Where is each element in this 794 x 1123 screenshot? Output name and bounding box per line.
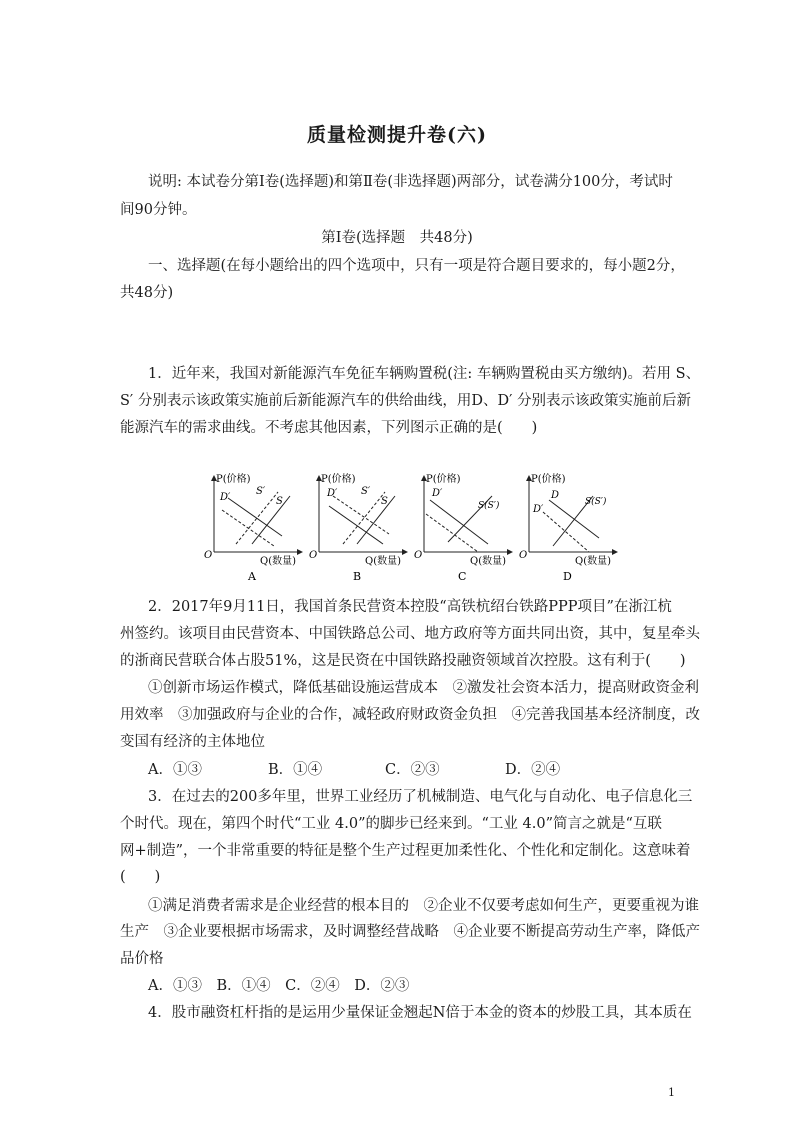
graph-a-p-axis: P(价格) [216, 474, 251, 485]
q3-line-1: 3．在过去的200多年里，世界工业经历了机械制造、电气化与自动化、电子信息化三 [148, 789, 693, 805]
graph-b-origin: O [309, 550, 318, 561]
q2-option-a: A．①③ [148, 762, 202, 778]
graph-c-q-axis: Q(数量) [470, 556, 507, 567]
q2-option-b: B．①④ [268, 762, 323, 778]
graph-b [309, 472, 405, 583]
graph-b-curve-s-prime: S′ [361, 486, 371, 497]
part-one-line-2: 共48分) [120, 285, 174, 301]
q1-line-3: 能源汽车的需求曲线。不考虑其他因素，下列图示正确的是( ) [120, 420, 538, 436]
intro-line-1: 说明: 本试卷分第Ⅰ卷(选择题)和第Ⅱ卷(非选择题)两部分，试卷满分100分，考试时 [148, 174, 673, 190]
q3-line-6: 生产 ③企业要根据市场需求，及时调整经营战略 ④企业要不断提高劳动生产率，降低产 [120, 924, 700, 940]
graph-d-p-axis: P(价格) [531, 474, 566, 485]
graph-a-origin: O [204, 550, 213, 561]
q2-line-1: 2．2017年9月11日，我国首条民营资本控股“高铁杭绍台铁路PPP项目”在浙江杭 [148, 599, 672, 615]
q2-line-5: 用效率 ③加强政府与企业的合作，减轻政府财政资金负担 ④完善我国基本经济制度，改 [120, 707, 700, 723]
q2-option-c: C．②③ [385, 762, 440, 778]
q3-line-7: 品价格 [120, 951, 164, 967]
q3-options: A．①③ B．①④ C．②④ D．②③ [148, 978, 410, 994]
graph-b-curve-d-prime: D′ [327, 488, 338, 499]
graph-b-label: B [353, 570, 362, 583]
graph-c-label: C [458, 570, 467, 583]
q4-line-1: 4．股市融资杠杆指的是运用少量保证金翘起N倍于本金的资本的炒股工具，其本质在 [148, 1005, 692, 1021]
graph-b-q-axis: Q(数量) [365, 556, 402, 567]
graph-b-curve-s: S [381, 496, 388, 507]
q2-line-6: 变国有经济的主体地位 [120, 734, 265, 750]
graph-a-curve-d-prime: D′ [220, 492, 231, 503]
graph-c-origin: O [414, 550, 423, 561]
graph-d-curve-s: S(S′) [585, 497, 607, 507]
section-heading: 第Ⅰ卷(选择题 共48分) [321, 230, 473, 246]
graph-d-label: D [563, 570, 572, 583]
graph-a-q-axis: Q(数量) [260, 556, 297, 567]
graph-a-label: A [248, 570, 256, 583]
supply-demand-graphs [198, 466, 618, 586]
page-number: 1 [668, 1086, 675, 1099]
graph-d-curve-d: D [551, 490, 560, 501]
graph-a [204, 472, 300, 583]
graph-a-curve-s: S [276, 496, 283, 507]
graph-a-curve-s-prime: S′ [256, 486, 266, 497]
graph-c [414, 472, 510, 583]
q3-line-2: 个时代。现在，第四个时代“工业 4.0”的脚步已经来到。“工业 4.0”简言之就是“互联 [120, 816, 662, 832]
q3-line-4: ( ) [120, 869, 161, 885]
q3-line-3: 网+制造”，一个非常重要的特征是整个生产过程更加柔性化、个性化和定制化。这意味着 [120, 843, 691, 859]
q2-option-d: D．②④ [505, 762, 561, 778]
graph-d [519, 472, 615, 583]
q2-line-4: ①创新市场运作模式，降低基础设施运营成本 ②激发社会资本活力，提高财政资金利 [148, 680, 699, 696]
graph-d-curve-d-prime: D′ [533, 504, 544, 515]
q1-line-2: S′ 分别表示该政策实施前后新能源汽车的供给曲线，用D、D′ 分别表示该政策实施前后新 [120, 393, 691, 409]
q3-line-5: ①满足消费者需求是企业经营的根本目的 ②企业不仅要考虑如何生产，更要重视为谁 [148, 898, 699, 914]
q1-line-1: 1．近年来，我国对新能源汽车免征车辆购置税(注: 车辆购置税由买方缴纳)。若用 S、 [148, 366, 701, 382]
graph-b-p-axis: P(价格) [321, 474, 356, 485]
q2-line-3: 的浙商民营联合体占股51%，这是民资在中国铁路投融资领域首次控股。这有利于( ) [120, 653, 686, 669]
graph-c-curve-d-prime: D′ [432, 488, 443, 499]
graph-c-curve-s: S(S′) [478, 501, 500, 511]
part-one-line-1: 一、选择题(在每小题给出的四个选项中，只有一项是符合题目要求的，每小题2分， [148, 258, 685, 274]
graph-d-q-axis: Q(数量) [575, 556, 612, 567]
graph-d-origin: O [519, 550, 528, 561]
q2-line-2: 州签约。该项目由民营资本、中国铁路总公司、地方政府等方面共同出资，其中，复星牵头 [120, 626, 700, 642]
graph-c-p-axis: P(价格) [426, 474, 461, 485]
intro-line-2: 间90分钟。 [120, 202, 197, 218]
page-title: 质量检测提升卷(六) [307, 124, 487, 146]
